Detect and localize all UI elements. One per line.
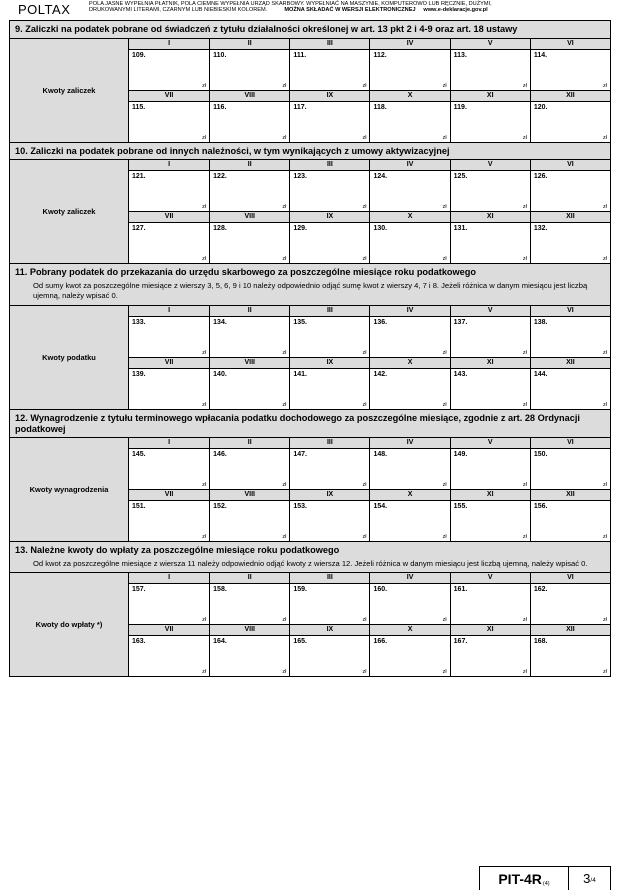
amount-field[interactable] — [450, 584, 530, 625]
field-number: 138. — [533, 319, 548, 327]
field-number: 125. — [453, 173, 468, 180]
currency-label: zł — [603, 617, 607, 624]
field-number: 148. — [373, 451, 388, 459]
page-total: /4 — [590, 877, 596, 884]
field-number: 130. — [373, 225, 388, 232]
month-header: II — [209, 438, 289, 449]
currency-label: zł — [282, 669, 287, 676]
month-grid — [129, 306, 610, 409]
section-header — [10, 542, 610, 573]
currency-label: zł — [442, 482, 447, 489]
section-12 — [10, 410, 610, 542]
section-13 — [10, 542, 610, 677]
field-number: 155. — [453, 503, 468, 511]
field-number: 159. — [293, 586, 307, 594]
currency-label: zł — [282, 256, 287, 262]
amount-field[interactable] — [450, 369, 530, 409]
amount-field[interactable] — [209, 636, 289, 676]
field-number: 124. — [373, 173, 388, 180]
month-header: VII — [129, 358, 209, 369]
month-header: XI — [450, 212, 530, 223]
amount-field[interactable] — [369, 369, 449, 409]
section-title: 13. Należne kwoty do wpłaty za poszczególne miesiące roku podatkowego — [15, 545, 340, 556]
currency-label: zł — [282, 534, 287, 541]
amount-field[interactable] — [129, 636, 209, 676]
month-header: XII — [530, 212, 610, 223]
amount-field[interactable] — [369, 449, 449, 490]
currency-label: zł — [522, 482, 527, 489]
field-number: 140. — [213, 371, 227, 379]
currency-label: zł — [442, 134, 447, 141]
filling-instructions — [89, 1, 609, 14]
instructions-line-2 — [89, 7, 609, 13]
month-header: X — [369, 625, 449, 636]
section-note: Od kwot za poszczególne miesiące z wiersza 11 należy odpowiednio odjąć kwoty z wiersza 12. Jeżeli różnica w danym miesiącu jest liczbą ujemną, należy wpisać 0. — [33, 558, 588, 568]
amount-field[interactable] — [450, 636, 530, 676]
amount-field[interactable] — [289, 50, 369, 91]
field-number: 157. — [132, 586, 146, 594]
month-header: VI — [530, 160, 610, 171]
month-header: V — [450, 306, 530, 317]
amount-field[interactable] — [530, 50, 610, 91]
month-header: XI — [450, 91, 530, 102]
amount-field[interactable] — [289, 223, 369, 263]
amount-field[interactable] — [450, 50, 530, 91]
currency-label: zł — [603, 134, 607, 141]
month-header: XII — [530, 490, 610, 501]
amount-field[interactable] — [129, 223, 209, 263]
month-header: IX — [289, 625, 369, 636]
month-header: VII — [129, 625, 209, 636]
field-number: 109. — [132, 51, 146, 59]
amount-field[interactable] — [209, 102, 289, 142]
form-footer — [479, 866, 611, 890]
currency-label: zł — [603, 482, 607, 489]
amount-field[interactable] — [369, 50, 449, 91]
field-number: 132. — [533, 225, 548, 232]
field-number: 145. — [132, 451, 146, 459]
field-number: 117. — [293, 103, 307, 111]
amount-field[interactable] — [450, 501, 530, 541]
currency-label: zł — [522, 82, 527, 89]
month-header: VII — [129, 91, 209, 102]
amount-field[interactable] — [129, 449, 209, 490]
month-header: IV — [369, 306, 449, 317]
section-body — [10, 306, 610, 409]
month-header: III — [289, 573, 369, 584]
month-header: II — [209, 573, 289, 584]
amount-field[interactable] — [369, 223, 449, 263]
section-header — [10, 143, 610, 161]
month-header: XII — [530, 625, 610, 636]
field-number: 129. — [293, 225, 307, 232]
field-number: 144. — [533, 371, 548, 379]
amount-field[interactable] — [209, 317, 289, 358]
month-header: X — [369, 91, 449, 102]
field-number: 131. — [453, 225, 468, 232]
section-title: 12. Wynagrodzenie z tytułu terminowego wpłacania podatku dochodowego za poszczególne miesiące, zgodnie z art. 28 Ordynacji podatkowej — [15, 413, 580, 434]
section-title: 10. Zaliczki na podatek pobrane od innych należności, w tym wynikających z umowy aktywizacyjnej — [15, 145, 450, 156]
currency-label: zł — [522, 534, 527, 541]
amount-field[interactable] — [450, 317, 530, 358]
currency-label: zł — [202, 82, 207, 89]
field-number: 119. — [453, 103, 467, 111]
currency-label: zł — [202, 134, 207, 141]
section-header — [10, 21, 610, 39]
month-header: VIII — [209, 358, 289, 369]
row-label: Kwoty zaliczek — [10, 39, 129, 142]
currency-label: zł — [202, 669, 207, 676]
currency-label: zł — [282, 482, 287, 489]
currency-label: zł — [522, 617, 527, 624]
amount-field[interactable] — [209, 449, 289, 490]
amount-field[interactable] — [129, 584, 209, 625]
currency-label: zł — [202, 350, 207, 357]
currency-label: zł — [362, 134, 367, 141]
currency-label: zł — [442, 534, 447, 541]
month-header: XII — [530, 91, 610, 102]
currency-label: zł — [202, 256, 207, 262]
section-9 — [10, 21, 610, 143]
electronic-filing-text: MOŻNA SKŁADAĆ W WERSJI ELEKTRONICZNEJ — [284, 7, 416, 14]
amount-field[interactable] — [530, 223, 610, 263]
amount-field[interactable] — [369, 317, 449, 358]
month-header: X — [369, 358, 449, 369]
month-header: VIII — [209, 490, 289, 501]
field-number: 142. — [373, 371, 388, 379]
currency-label: zł — [362, 82, 367, 89]
amount-field[interactable] — [129, 317, 209, 358]
form-code-box — [480, 867, 569, 890]
amount-field[interactable] — [289, 636, 369, 676]
currency-label: zł — [442, 617, 447, 624]
amount-field[interactable] — [369, 584, 449, 625]
month-header: IV — [369, 160, 449, 171]
field-number: 143. — [453, 371, 468, 379]
field-number: 113. — [453, 51, 467, 59]
month-header: II — [209, 306, 289, 317]
field-number: 160. — [373, 586, 388, 594]
amount-field[interactable] — [530, 171, 610, 212]
row-label: Kwoty do wpłaty *) — [10, 573, 129, 676]
currency-label: zł — [522, 402, 527, 409]
page-current: 3 — [583, 871, 591, 886]
month-header: VII — [129, 490, 209, 501]
currency-label: zł — [603, 256, 607, 262]
month-header: II — [209, 160, 289, 171]
field-number: 164. — [213, 638, 227, 646]
currency-label: zł — [442, 256, 447, 262]
month-header: I — [129, 573, 209, 584]
row-label: Kwoty zaliczek — [10, 160, 129, 263]
month-header: X — [369, 490, 449, 501]
currency-label: zł — [603, 204, 607, 210]
month-header: VI — [530, 39, 610, 50]
currency-label: zł — [362, 350, 367, 357]
currency-label: zł — [362, 482, 367, 489]
row-label: Kwoty wynagrodzenia — [10, 438, 129, 541]
month-header: I — [129, 160, 209, 171]
amount-field[interactable] — [289, 317, 369, 358]
field-number: 135. — [293, 319, 307, 327]
currency-label: zł — [282, 402, 287, 409]
month-header: IX — [289, 212, 369, 223]
month-header: III — [289, 438, 369, 449]
field-number: 147. — [293, 451, 307, 459]
month-grid — [129, 573, 610, 676]
amount-field[interactable] — [530, 584, 610, 625]
month-header: V — [450, 438, 530, 449]
currency-label: zł — [202, 402, 207, 409]
field-number: 126. — [533, 173, 548, 180]
amount-field[interactable] — [129, 50, 209, 91]
currency-label: zł — [603, 534, 607, 541]
section-title: 11. Pobrany podatek do przekazania do urzędu skarbowego za poszczególne miesiące roku podatkowego — [15, 267, 477, 277]
section-header — [10, 264, 610, 306]
field-number: 165. — [293, 638, 307, 646]
section-body — [10, 573, 610, 676]
field-number: 166. — [373, 638, 388, 646]
month-header: III — [289, 306, 369, 317]
field-number: 153. — [293, 503, 307, 511]
field-number: 168. — [533, 638, 548, 646]
currency-label: zł — [522, 204, 527, 210]
amount-field[interactable] — [289, 584, 369, 625]
amount-field[interactable] — [450, 102, 530, 142]
field-number: 154. — [373, 503, 388, 511]
currency-label: zł — [362, 256, 367, 262]
field-number: 146. — [213, 451, 227, 459]
month-header: I — [129, 39, 209, 50]
month-header: V — [450, 573, 530, 584]
amount-field[interactable] — [369, 171, 449, 212]
currency-label: zł — [603, 82, 607, 89]
field-number: 111. — [293, 51, 307, 59]
amount-field[interactable] — [129, 369, 209, 409]
month-grid — [129, 160, 610, 263]
amount-field[interactable] — [209, 584, 289, 625]
month-header: I — [129, 438, 209, 449]
amount-field[interactable] — [129, 501, 209, 541]
poltax-logo: POLTAX — [18, 2, 71, 17]
month-header: IX — [289, 358, 369, 369]
amount-field[interactable] — [289, 369, 369, 409]
amount-field[interactable] — [369, 102, 449, 142]
section-body — [10, 438, 610, 541]
field-number: 156. — [533, 503, 548, 511]
month-header: XI — [450, 625, 530, 636]
currency-label: zł — [202, 482, 207, 489]
amount-field[interactable] — [209, 171, 289, 212]
section-header — [10, 410, 610, 438]
currency-label: zł — [282, 82, 287, 89]
currency-label: zł — [282, 134, 287, 141]
amount-field[interactable] — [289, 501, 369, 541]
field-number: 163. — [132, 638, 146, 646]
month-header: IX — [289, 91, 369, 102]
field-number: 112. — [373, 51, 387, 59]
field-number: 123. — [293, 173, 307, 180]
month-header: V — [450, 39, 530, 50]
month-header: VIII — [209, 91, 289, 102]
field-number: 120. — [533, 103, 548, 111]
month-header: IV — [369, 39, 449, 50]
month-header: VI — [530, 306, 610, 317]
currency-label: zł — [522, 256, 527, 262]
page-number-box — [569, 867, 610, 890]
page-header — [0, 0, 620, 20]
amount-field[interactable] — [450, 223, 530, 263]
amount-field[interactable] — [369, 636, 449, 676]
currency-label: zł — [282, 204, 287, 210]
field-number: 136. — [373, 319, 388, 327]
field-number: 151. — [132, 503, 146, 511]
amount-field[interactable] — [289, 171, 369, 212]
month-header: V — [450, 160, 530, 171]
field-number: 161. — [453, 586, 468, 594]
month-grid — [129, 39, 610, 142]
field-number: 121. — [132, 173, 146, 180]
section-10 — [10, 143, 610, 265]
form-code: PIT-4R — [498, 871, 542, 887]
currency-label: zł — [442, 669, 447, 676]
month-header: II — [209, 39, 289, 50]
currency-label: zł — [362, 617, 367, 624]
currency-label: zł — [522, 134, 527, 141]
currency-label: zł — [362, 534, 367, 541]
currency-label: zł — [202, 534, 207, 541]
field-number: 128. — [213, 225, 227, 232]
currency-label: zł — [442, 204, 447, 210]
amount-field[interactable] — [530, 636, 610, 676]
amount-field[interactable] — [530, 102, 610, 142]
month-header: XI — [450, 358, 530, 369]
field-number: 133. — [132, 319, 146, 327]
amount-field[interactable] — [209, 223, 289, 263]
field-number: 139. — [132, 371, 146, 379]
amount-field[interactable] — [289, 102, 369, 142]
month-header: X — [369, 212, 449, 223]
instructions-line-1: POLA JASNE WYPEŁNIA PŁATNIK, POLA CIEMNE WYPEŁNIA URZĄD SKARBOWY. WYPEŁNIAĆ NA MASZYNIE, KOMPUTEROWO LUB RĘCZNIE, DUŻYMI, — [89, 1, 492, 7]
currency-label: zł — [603, 669, 607, 676]
section-note: Od sumy kwot za poszczególne miesiące z wierszy 3, 5, 6, 9 i 10 należy odpowiednio odjąć sumę kwot z wierszy 4, 7 i 8. Jeżeli różnica w danym miesiącu jest liczbą ujemną, należy wpisać 0. — [33, 280, 588, 301]
section-title: 9. Zaliczki na podatek pobrane od świadczeń z tytułu działalności określonej w art. 13 pkt 2 i 4-9 oraz art. 18 ustawy — [15, 24, 518, 34]
month-header: I — [129, 306, 209, 317]
currency-label: zł — [362, 669, 367, 676]
month-header: IV — [369, 573, 449, 584]
form-variant: (4) — [542, 881, 550, 887]
month-header: VIII — [209, 212, 289, 223]
e-deklaracje-link[interactable]: www.e-deklaracje.gov.pl — [423, 7, 488, 14]
month-header: VI — [530, 438, 610, 449]
currency-label: zł — [362, 204, 367, 210]
field-number: 122. — [213, 173, 227, 180]
field-number: 115. — [132, 103, 146, 111]
currency-label: zł — [362, 402, 367, 409]
field-number: 137. — [453, 319, 468, 327]
currency-label: zł — [522, 350, 527, 357]
field-number: 110. — [213, 51, 227, 59]
amount-field[interactable] — [450, 171, 530, 212]
month-grid — [129, 438, 610, 541]
amount-field[interactable] — [209, 50, 289, 91]
amount-field[interactable] — [530, 369, 610, 409]
currency-label: zł — [442, 350, 447, 357]
field-number: 118. — [373, 103, 387, 111]
currency-label: zł — [442, 402, 447, 409]
currency-label: zł — [603, 350, 607, 357]
field-number: 149. — [453, 451, 468, 459]
section-body — [10, 39, 610, 142]
currency-label: zł — [282, 350, 287, 357]
amount-field[interactable] — [530, 317, 610, 358]
section-11 — [10, 264, 610, 410]
amount-field[interactable] — [530, 449, 610, 490]
amount-field[interactable] — [209, 501, 289, 541]
month-header: XII — [530, 358, 610, 369]
field-number: 116. — [213, 103, 227, 111]
tax-form — [9, 20, 611, 677]
currency-label: zł — [202, 617, 207, 624]
amount-field[interactable] — [129, 102, 209, 142]
currency-label: zł — [202, 204, 207, 210]
section-body — [10, 160, 610, 263]
amount-field[interactable] — [129, 171, 209, 212]
month-header: VII — [129, 212, 209, 223]
month-header: III — [289, 39, 369, 50]
field-number: 158. — [213, 586, 227, 594]
field-number: 150. — [533, 451, 548, 459]
month-header: IX — [289, 490, 369, 501]
field-number: 167. — [453, 638, 468, 646]
field-number: 162. — [533, 586, 548, 594]
month-header: XI — [450, 490, 530, 501]
field-number: 141. — [293, 371, 307, 379]
month-header: IV — [369, 438, 449, 449]
month-header: VI — [530, 573, 610, 584]
field-number: 152. — [213, 503, 227, 511]
instructions-colour-text: DRUKOWANYMI LITERAMI, CZARNYM LUB NIEBIESKIM KOLOREM. — [89, 7, 268, 14]
field-number: 134. — [213, 319, 227, 327]
currency-label: zł — [603, 402, 607, 409]
amount-field[interactable] — [369, 501, 449, 541]
row-label: Kwoty podatku — [10, 306, 129, 409]
currency-label: zł — [282, 617, 287, 624]
currency-label: zł — [522, 669, 527, 676]
field-number: 114. — [533, 51, 548, 59]
month-header: VIII — [209, 625, 289, 636]
field-number: 127. — [132, 225, 146, 232]
amount-field[interactable] — [209, 369, 289, 409]
amount-field[interactable] — [450, 449, 530, 490]
month-header: III — [289, 160, 369, 171]
currency-label: zł — [442, 82, 447, 89]
amount-field[interactable] — [289, 449, 369, 490]
amount-field[interactable] — [530, 501, 610, 541]
